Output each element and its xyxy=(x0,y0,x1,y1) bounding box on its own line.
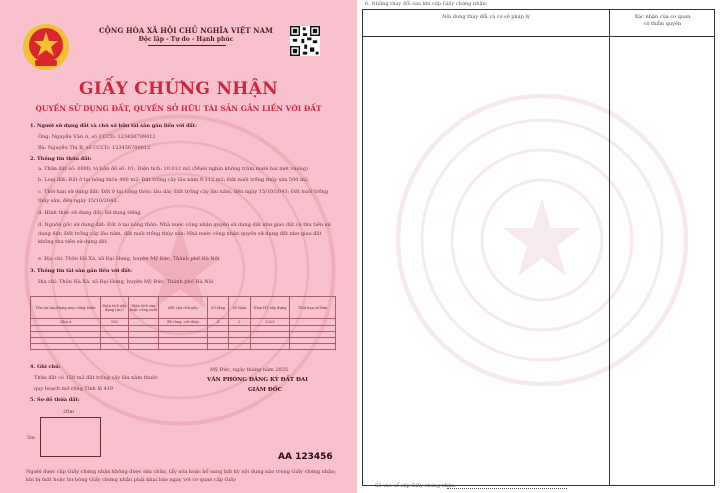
qr-code-icon xyxy=(290,26,320,56)
certificate-footer-note: Người được cấp Giấy chứng nhận không được sửa chữa, tẩy xóa hoặc bổ sung bất kỳ nội dung nào trong Giấy chứng nhận; khi bị mất hoặc hư hỏng Giấy chứng nhận phải khai báo ngay với cơ quan cấp Giấy xyxy=(26,469,337,483)
table-row xyxy=(31,319,336,326)
certificate-title: GIẤY CHỨNG NHẬN xyxy=(79,79,278,99)
owner-1: Ông: Nguyễn Văn A, số CCCD: 123456789012 xyxy=(38,134,156,140)
asset-col-floors: Số tầng xyxy=(207,297,228,319)
asset-cell: 150 xyxy=(101,319,128,326)
section-5-heading: 5. Sơ đồ thửa đất: xyxy=(30,397,80,403)
asset-cell: 2 xyxy=(229,319,250,326)
asset-col-structure: Kết cấu chủ yếu xyxy=(159,297,208,319)
section-4-heading: 4. Ghi chú: xyxy=(30,364,61,370)
asset-col-basements: Số hầm xyxy=(229,297,250,319)
map-width-label: 20m xyxy=(63,409,75,415)
asset-address: Địa chỉ: Thôn Hà Xá, xã Đại Hưng, huyện Mỹ Đức, Thành phố Hà Nội xyxy=(38,279,214,285)
land-type: b. Loại đất: Đất ở tại nông thôn 400 m2; Đất trồng cây lâu năm 9.112 m2; Đất nuôi trồng thủy sản 500 m2. xyxy=(38,177,310,183)
national-motto: Độc lập - Tự do - Hạnh phúc xyxy=(138,36,234,43)
asset-col-floor-area: Diện tích sàn hoặc công suất xyxy=(128,297,159,319)
issuing-office: VĂN PHÒNG ĐĂNG KÝ ĐẤT ĐAI xyxy=(207,377,308,383)
issue-date: Mỹ Đức, ngày tháng năm 2025 xyxy=(210,367,289,373)
asset-cell xyxy=(290,319,336,326)
certificate-front-page xyxy=(0,0,357,493)
note-line-1: Thửa đất có 150 m2 đất trồng cây lâu năm thuộc xyxy=(34,375,158,381)
registry-number-label: Số vào sổ cấp Giấy chứng nhận: xyxy=(375,483,456,489)
asset-col-name: Tên tài sản/Hạng mục công trình xyxy=(31,297,101,319)
table-row xyxy=(31,344,336,350)
asset-cell: Nhà ở xyxy=(31,319,101,326)
changes-col-content: Nội dung thay đổi và cơ sở pháp lý xyxy=(442,14,530,20)
director-title: GIÁM ĐỐC xyxy=(248,387,283,393)
confirmation-line-1: Xác nhận của cơ quan xyxy=(634,14,691,20)
asset-col-term: Thời hạn sở hữu xyxy=(290,297,336,319)
asset-col-area: Diện tích xây dựng (m2) xyxy=(101,297,128,319)
land-origin: đ. Nguồn gốc sử dụng đất: Đất ở tại nông thôn: Nhà nước công nhận quyền sử dụng đất như giao đất có thu tiền sử dụng đất; Đất trồng cây lâu năm, đất nuôi trồng thủy sản: Nhà nước công nhận quyền sử dụng đất như giao đất không thu tiền sử dụng đất. xyxy=(38,222,331,245)
section-3-heading: 3. Thông tin tài sản gắn liền với đất: xyxy=(30,268,132,274)
usage-form: d. Hình thức sử dụng đất: Sử dụng riêng. xyxy=(38,210,143,216)
asset-table xyxy=(30,296,336,350)
certificate-subtitle: QUYỀN SỬ DỤNG ĐẤT, QUYỀN SỞ HỮU TÀI SẢN GẮN LIỀN VỚI ĐẤT xyxy=(35,104,322,113)
section-2-heading: 2. Thông tin thửa đất: xyxy=(30,156,92,162)
parcel-map xyxy=(40,417,101,457)
parcel-number: a. Thửa đất số: 0000; tờ bản đồ số: 01; Diện tích: 10.012 m2 (Mười nghìn không trăm mười hai mét vuông) xyxy=(38,166,308,172)
column-divider xyxy=(609,10,610,485)
serial-number: AA 123456 xyxy=(278,452,333,462)
asset-cell: 4 xyxy=(207,319,228,326)
certificate-changes-page xyxy=(357,0,720,493)
asset-cell: 2023 xyxy=(250,319,290,326)
registry-number-line xyxy=(447,488,567,489)
changes-col-confirmation xyxy=(609,14,716,28)
header-divider xyxy=(363,36,714,37)
asset-table-header-row xyxy=(31,297,336,319)
section-1-heading: 1. Người sử dụng đất và chủ sở hữu tài sản gắn liền với đất: xyxy=(30,123,197,129)
note-line-2: quy hoạch mở rộng Tỉnh lộ 419 xyxy=(34,386,114,392)
confirmation-line-2: có thẩm quyền xyxy=(643,21,682,27)
national-title: CỘNG HÒA XÃ HỘI CHỦ NGHĨA VIỆT NAM xyxy=(98,26,274,35)
changes-table xyxy=(362,9,715,486)
parcel-address: e. Địa chỉ: Thôn Hà Xá, xã Đại Hưng, huyện Mỹ Đức, Thành phố Hà Nội xyxy=(38,256,220,262)
owner-2: Bà: Nguyễn Thị B, số CCCD: 123456789012 xyxy=(38,145,151,151)
motto-underline xyxy=(148,45,226,46)
asset-col-year: Năm HT xây dựng xyxy=(250,297,290,319)
national-emblem-icon xyxy=(21,22,71,72)
asset-cell: Bê tông, cốt thép xyxy=(159,319,208,326)
map-height-label: 5m xyxy=(27,435,35,441)
usage-term: c. Thời hạn sử dụng đất: Đất ở tại nông thôn: lâu dài; Đất trồng cây lâu năm, đến ngày 15/10/2043; Đất nuôi trồng thủy sản, đến ngày 15/10/2043. xyxy=(38,189,329,204)
asset-cell xyxy=(128,319,159,326)
changes-heading: 6. Những thay đổi sau khi cấp Giấy chứng nhận: xyxy=(365,1,488,7)
